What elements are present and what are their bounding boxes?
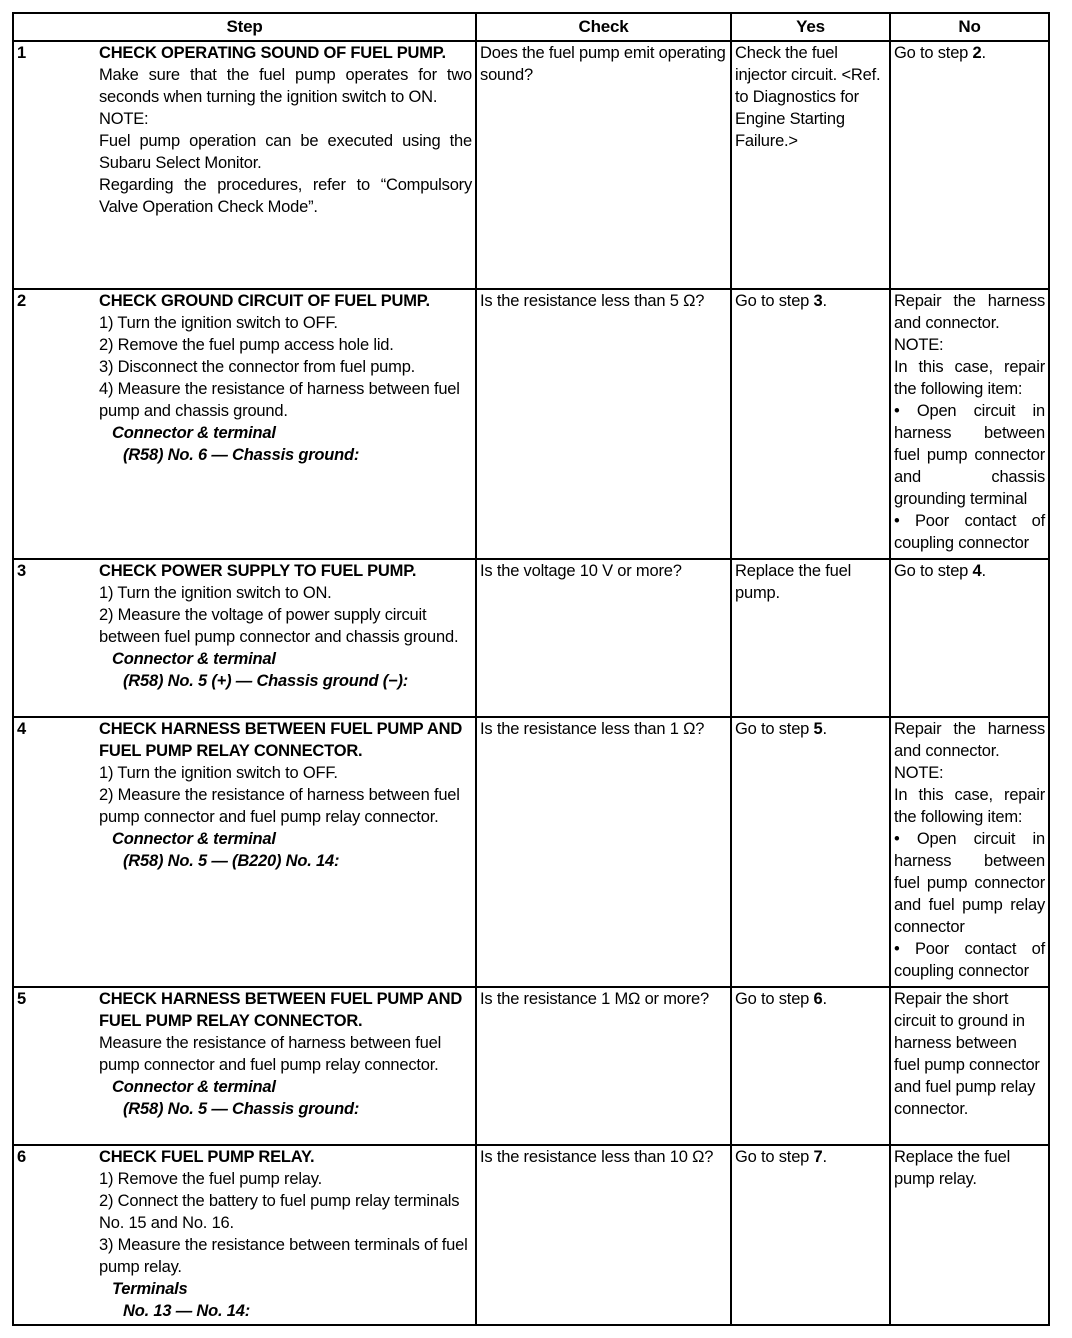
no-cell: Repair the short circuit to ground in harness between fuel pump connector and fuel pump relay connector.	[890, 987, 1049, 1145]
step-line: 2) Measure the resistance of harness between fuel pump connector and fuel pump relay connector.	[99, 786, 460, 826]
header-no: No	[890, 13, 1049, 41]
yes-cell: Go to step 7.	[731, 1145, 890, 1325]
step-title: CHECK HARNESS BETWEEN FUEL PUMP AND FUEL PUMP RELAY CONNECTOR.	[99, 720, 463, 760]
step-line: 1) Turn the ignition switch to OFF.	[99, 764, 338, 782]
diagnostic-page	[12, 12, 1050, 1326]
table-row	[13, 559, 1049, 717]
step-number: 1	[17, 44, 26, 62]
terminals-value: No. 13 — No. 14:	[123, 1302, 250, 1320]
diagnostic-table	[12, 12, 1050, 1326]
header-step: Step	[13, 13, 476, 41]
yes-cell: Go to step 5.	[731, 717, 890, 987]
step-title: CHECK FUEL PUMP RELAY.	[99, 1148, 315, 1166]
step-line: 3) Measure the resistance between terminals of fuel pump relay.	[99, 1236, 468, 1276]
check-cell: Is the resistance less than 5 Ω?	[476, 289, 731, 559]
no-cell: Go to step 4.	[890, 559, 1049, 717]
step-number: 6	[17, 1148, 26, 1166]
table-row	[13, 289, 1049, 559]
step-line: 2) Connect the battery to fuel pump relay terminals No. 15 and No. 16.	[99, 1192, 460, 1232]
step-cell	[99, 717, 476, 987]
yes-cell: Go to step 6.	[731, 987, 890, 1145]
step-number: 5	[17, 990, 26, 1008]
step-line: Regarding the procedures, refer to “Compulsory Valve Operation Check Mode”.	[99, 176, 473, 216]
step-cell	[99, 41, 476, 289]
check-cell: Is the resistance less than 1 Ω?	[476, 717, 731, 987]
connector-terminal: (R58) No. 5 — Chassis ground:	[123, 1100, 360, 1118]
check-cell: Is the resistance 1 MΩ or more?	[476, 987, 731, 1145]
yes-cell: Replace the fuel pump.	[731, 559, 890, 717]
goto-step: 4	[972, 562, 982, 580]
terminals-label: Terminals	[112, 1280, 188, 1298]
yes-cell: Go to step 3.	[731, 289, 890, 559]
check-cell: Is the voltage 10 V or more?	[476, 559, 731, 717]
step-line: 2) Remove the fuel pump access hole lid.	[99, 336, 394, 354]
step-line: 1) Remove the fuel pump relay.	[99, 1170, 322, 1188]
step-line: 3) Disconnect the connector from fuel pump.	[99, 358, 416, 376]
step-cell	[99, 1145, 476, 1325]
step-line: 2) Measure the voltage of power supply circuit between fuel pump connector and chassis ground.	[99, 606, 459, 646]
check-cell: Is the resistance less than 10 Ω?	[476, 1145, 731, 1325]
connector-label: Connector & terminal	[112, 424, 276, 442]
connector-terminal: (R58) No. 6 — Chassis ground:	[123, 446, 360, 464]
goto-step: 5	[813, 720, 823, 738]
step-number: 2	[17, 292, 26, 310]
step-cell	[99, 289, 476, 559]
step-line: Fuel pump operation can be executed using the Subaru Select Monitor.	[99, 132, 473, 172]
no-cell: Replace the fuel pump relay.	[890, 1145, 1049, 1325]
goto-step: 6	[813, 990, 823, 1008]
step-line: 1) Turn the ignition switch to OFF.	[99, 314, 338, 332]
connector-terminal: (R58) No. 5 — (B220) No. 14:	[123, 852, 340, 870]
step-line: 1) Turn the ignition switch to ON.	[99, 584, 332, 602]
check-cell: Does the fuel pump emit operating sound?	[476, 41, 731, 289]
no-cell: Repair the harness and connector. NOTE: In this case, repair the following item: • Open circuit in harness between fuel pump connector and chassis grounding terminal • Poor contact of coupling connector	[890, 289, 1049, 559]
step-title: CHECK GROUND CIRCUIT OF FUEL PUMP.	[99, 292, 430, 310]
step-cell	[99, 987, 476, 1145]
no-cell: Repair the harness and connector. NOTE: In this case, repair the following item: • Open circuit in harness between fuel pump connector and fuel pump relay connector • Poor contact of coupling connector	[890, 717, 1049, 987]
step-number: 4	[17, 720, 26, 738]
table-row	[13, 1145, 1049, 1325]
step-line: NOTE:	[99, 110, 149, 128]
connector-label: Connector & terminal	[112, 650, 276, 668]
step-line: 4) Measure the resistance of harness between fuel pump and chassis ground.	[99, 380, 460, 420]
goto-step: 2	[972, 44, 982, 62]
table-row	[13, 717, 1049, 987]
header-check: Check	[476, 13, 731, 41]
table-header-row	[13, 13, 1049, 41]
connector-label: Connector & terminal	[112, 830, 276, 848]
step-line: Measure the resistance of harness between fuel pump connector and fuel pump relay connector.	[99, 1034, 442, 1074]
goto-step: 3	[813, 292, 823, 310]
step-number: 3	[17, 562, 26, 580]
step-cell	[99, 559, 476, 717]
step-title: CHECK HARNESS BETWEEN FUEL PUMP AND FUEL PUMP RELAY CONNECTOR.	[99, 990, 463, 1030]
yes-cell: Check the fuel injector circuit. <Ref. to Diagnostics for Engine Starting Failure.>	[731, 41, 890, 289]
step-title: CHECK POWER SUPPLY TO FUEL PUMP.	[99, 562, 417, 580]
goto-step: 7	[813, 1148, 823, 1166]
no-cell: Go to step 2.	[890, 41, 1049, 289]
connector-label: Connector & terminal	[112, 1078, 276, 1096]
header-yes: Yes	[731, 13, 890, 41]
step-line: Make sure that the fuel pump operates for two seconds when turning the ignition switch to ON.	[99, 66, 473, 106]
step-title: CHECK OPERATING SOUND OF FUEL PUMP.	[99, 44, 446, 62]
table-row	[13, 41, 1049, 289]
table-row	[13, 987, 1049, 1145]
connector-terminal: (R58) No. 5 (+) — Chassis ground (−):	[123, 672, 409, 690]
